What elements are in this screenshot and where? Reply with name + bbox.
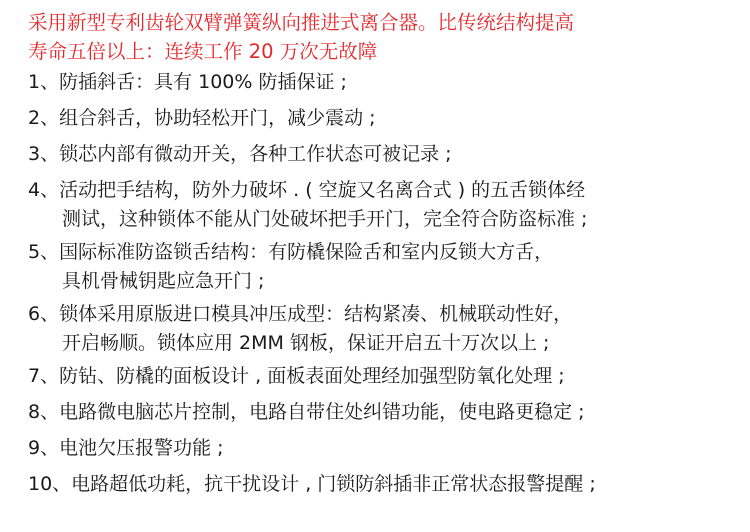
- feature-item-8-text: 8、电路微电脑芯片控制，电路自带住处纠错功能，使电路更稳定 ;: [28, 401, 585, 423]
- feature-item-2: [28, 104, 736, 133]
- feature-item-3-text: 3、锁芯内部有微动开关，各种工作状态可被记录 ;: [28, 143, 452, 165]
- feature-item-8: [28, 398, 736, 427]
- feature-item-7: [28, 362, 736, 391]
- intro-line-2: 寿命五倍以上：连续工作 20 万次无故障: [28, 40, 378, 63]
- feature-item-6-continuation: 开启畅顺。锁体应用 2MM 钢板，保证开启五十万次以上 ;: [62, 332, 550, 354]
- feature-item-4-text: 4、活动把手结构，防外力破坏 . ( 空旋又名离合式 ) 的五舌锁体经: [28, 179, 586, 201]
- feature-item-9-text: 9、电池欠压报警功能 ;: [28, 437, 224, 459]
- feature-item-4-continuation: 测试，这种锁体不能从门处破坏把手开门，完全符合防盗标准 ;: [62, 208, 588, 230]
- feature-item-5-text: 5、国际标准防盗锁舌结构：有防橇保险舌和室内反锁大方舌，: [28, 241, 554, 263]
- feature-item-6: [28, 300, 736, 358]
- feature-list: [28, 68, 736, 499]
- feature-item-1: [28, 68, 736, 97]
- feature-item-7-text: 7、防钻、防橇的面板设计 , 面板表面处理经加强型防氧化处理 ;: [28, 365, 565, 387]
- feature-item-5: [28, 238, 736, 296]
- feature-item-4: [28, 176, 736, 234]
- feature-item-6-text: 6、锁体采用原版进口模具冲压成型：结构紧凑、机械联动性好，: [28, 303, 573, 325]
- feature-item-1-text: 1、防插斜舌：具有 100% 防插保证 ;: [28, 71, 347, 93]
- feature-item-2-text: 2、组合斜舌，协助轻松开门，减少震动 ;: [28, 107, 376, 129]
- feature-item-3: [28, 140, 736, 169]
- intro-headline: [28, 8, 736, 66]
- feature-item-9: [28, 434, 736, 463]
- feature-item-5-continuation: 具机骨械钥匙应急开门 ;: [62, 270, 265, 292]
- feature-item-10: [28, 470, 736, 499]
- intro-line-1: 采用新型专利齿轮双臂弹簧纵向推进式离合器。比传统结构提高: [28, 11, 575, 34]
- feature-item-10-text: 10、电路超低功耗，抗干扰设计 , 门锁防斜插非正常状态报警提醒 ;: [28, 473, 596, 495]
